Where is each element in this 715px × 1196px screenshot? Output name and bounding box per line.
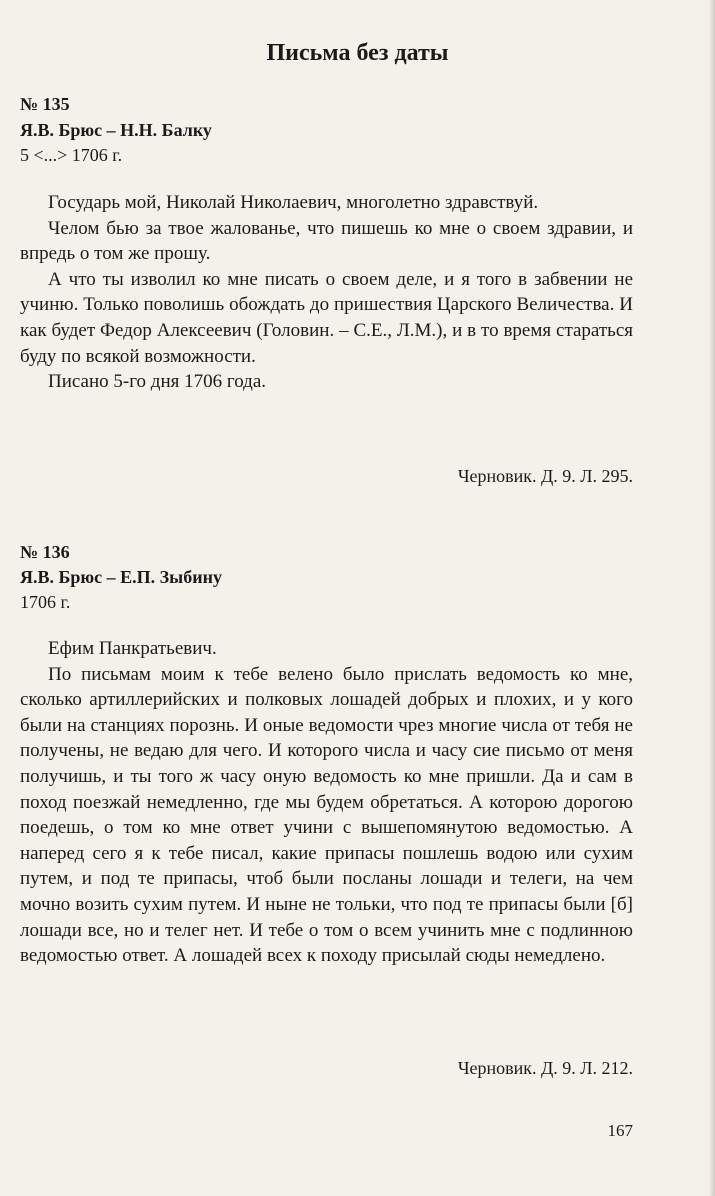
scan-edge-shadow [709, 0, 715, 1196]
archive-source: Черновик. Д. 9. Л. 212. [457, 1058, 633, 1078]
letter-paragraph: Ефим Панкратьевич. [48, 638, 217, 659]
letter-paragraph: По письмам моим к тебе велено было прислать ведомость ко мне, сколько артиллерийских и полковых лошадей добрых и плохих, и у кого были на станциях порознь. И оные ведомости чрез многие числа от тебя не получены, не ведаю для чего. И которого числа и часу сие письмо от меня получишь, и ты того ж часу оную ведомость ко мне пришли. Да и сам в поход поезжай немедленно, где мы будем обретаться. А которою дорогою поедешь, о том ко мне ответ учини с вышепомянутою ведомостью. А наперед сего я к тебе писал, какие припасы пошлешь водою или сухим путем, и под те припасы, чтоб были посланы лошади и телеги, на чем мочно возить сухим путем. И ныне не тольки, что под те припасы были [б] лошади все, но и телег нет. И тебе о том о всем учинить мне с подлинною ведомостью ответ. А лошадей всех к походу присылай сюды немедлено. [20, 663, 633, 967]
letter-paragraph: Государь мой, Николай Николаевич, многолетно здравствуй. [48, 192, 539, 213]
letter-number: № 136 [20, 542, 70, 562]
page-number: 167 [607, 1121, 633, 1140]
letter-body [20, 190, 633, 395]
letter-paragraph: Челом бью за твое жалованье, что пишешь ко мне о своем здравии, и впредь о том же прошу. [20, 217, 633, 265]
letter-paragraph: Писано 5-го дня 1706 года. [48, 371, 266, 393]
letter-heading: Я.В. Брюс – Е.П. Зыбину [20, 567, 222, 587]
letter-paragraph: А что ты изволил ко мне писать о своем деле, и я того в забвении не учиню. Только поволишь обождать до пришествия Царского Величества. И как будет Федор Алексеевич (Головин. – С.Е., Л.М.), и в то время стараться буду по всякой возможности. [20, 268, 633, 367]
letter-date: 5 <...> 1706 г. [20, 145, 123, 165]
page-title: Письма без даты [266, 40, 449, 66]
letter-body [20, 636, 633, 969]
letter-number: № 135 [20, 94, 70, 114]
letter-date: 1706 г. [20, 592, 71, 612]
letter-heading: Я.В. Брюс – Н.Н. Балку [20, 120, 212, 140]
archive-source: Черновик. Д. 9. Л. 295. [457, 466, 633, 486]
